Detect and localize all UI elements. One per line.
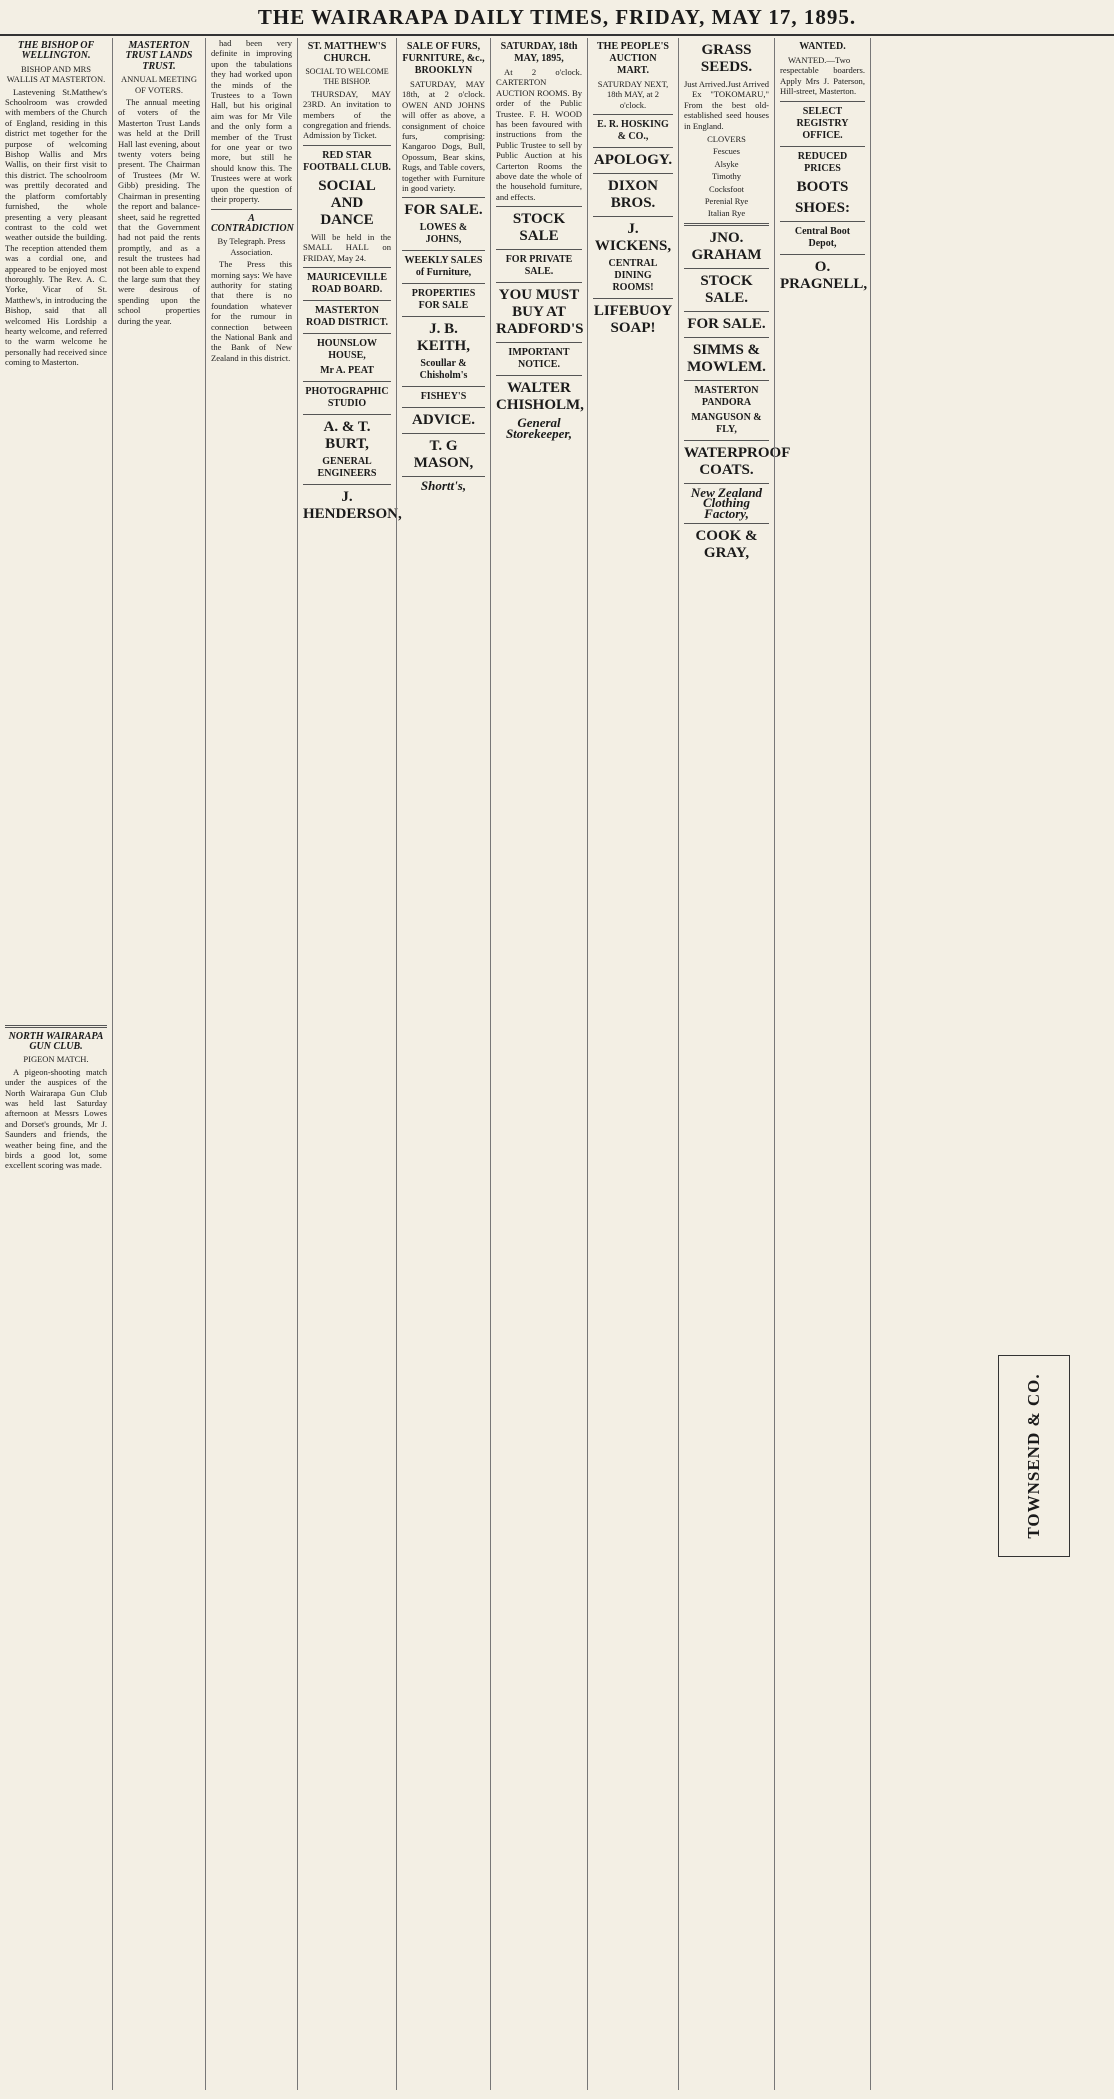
ad-heading: SHOES: xyxy=(794,199,851,216)
ad-heading: ST. MATTHEW'S CHURCH. xyxy=(307,41,387,64)
divider xyxy=(684,440,769,441)
divider xyxy=(303,267,391,268)
article-heading: NORTH WAIRARAPA GUN CLUB. xyxy=(8,1030,104,1052)
ad-heading: Central Boot Depot, xyxy=(794,225,851,249)
divider xyxy=(303,484,391,485)
side-banner-text: TOWNSEND & CO. xyxy=(1024,1373,1043,1539)
article-subheading: ANNUAL MEETING OF VOTERS. xyxy=(121,74,197,95)
ad-heading: MANGUSON & FLY, xyxy=(691,411,762,435)
ad-heading: GENERAL ENGINEERS xyxy=(317,456,377,480)
ad-heading: J. B. KEITH, xyxy=(417,321,470,355)
article-subheading: PIGEON MATCH. xyxy=(23,1054,89,1065)
ad-heading: APOLOGY. xyxy=(593,152,673,169)
divider xyxy=(780,221,865,222)
seed-item: Fescues xyxy=(713,146,740,157)
divider xyxy=(5,1025,107,1028)
column-10 xyxy=(870,38,1114,2090)
ad-heading: WATERPROOF COATS. xyxy=(684,444,791,478)
ad-heading: A. & T. BURT, xyxy=(323,419,371,453)
divider xyxy=(593,147,673,148)
ad-heading: STOCK SALE. xyxy=(700,272,753,306)
ad-heading: PHOTOGRAPHIC STUDIO xyxy=(305,386,389,410)
article-body: The Press this morning says: We have authority for stating that there is no foundation whatever for the rumour in connection between the National Bank and the Bank of New Zealand in this district. xyxy=(211,259,292,363)
ad-heading: SALE OF FURS, FURNITURE, &c., BROOKLYN xyxy=(402,41,485,76)
seed-item: Cocksfoot xyxy=(709,183,744,194)
ad-heading: PROPERTIES FOR SALE xyxy=(411,288,476,312)
ad-heading: FOR PRIVATE SALE. xyxy=(505,254,573,278)
article-body: A pigeon-shooting match under the auspices of the North Wairarapa Gun Club was held last Saturday afternoon at Messrs Lowes and Dorset's grounds, Mr J. Saunders and friends, the weather being fine, and the birds a good lot, some excellent scoring was made. xyxy=(5,1066,107,1171)
ad-heading: MASTERTON PANDORA xyxy=(694,384,759,408)
divider xyxy=(684,483,769,484)
ad-heading: GRASS SEEDS. xyxy=(700,42,753,75)
ad-heading: Mr A. PEAT xyxy=(320,365,374,377)
ad-heading: DIXON BROS. xyxy=(607,178,658,212)
article-heading: A CONTRADICTION xyxy=(211,212,294,234)
ad-body: WANTED.—Two respectable boarders. Apply Mrs J. Paterson, Hill-street, Masterton. xyxy=(780,55,865,97)
ad-heading: SELECT REGISTRY OFFICE. xyxy=(796,105,849,141)
ad-heading: New Zealand Clothing Factory, xyxy=(690,484,763,521)
ad-heading: WANTED. xyxy=(799,41,846,52)
divider xyxy=(402,197,485,198)
ad-heading: MAURICEVILLE ROAD BOARD. xyxy=(306,272,387,296)
seed-item: Timothy xyxy=(712,171,741,182)
ad-body: THURSDAY, MAY 23RD. An invitation to members of the congregation and friends. Admission by Ticket. xyxy=(303,88,391,141)
ad-body: Will be held in the SMALL HALL on FRIDAY, May 24. xyxy=(303,231,391,263)
divider xyxy=(684,311,769,312)
divider xyxy=(402,476,485,477)
divider xyxy=(402,316,485,317)
article-body: had been very definite in improving upon the tabulations they had worked upon the minds of the Trustees to a Town Hall, but his original aim was for Mr Vile and the only form a member of the Trust for one year or two more, but still he should know this. The Trustees were at work upon the question of their property. xyxy=(211,38,292,205)
column-2 xyxy=(112,38,205,2090)
ad-heading: THE PEOPLE'S AUCTION MART. xyxy=(597,41,669,76)
divider xyxy=(402,283,485,284)
ad-heading: JNO. GRAHAM xyxy=(691,229,762,263)
column-5 xyxy=(396,38,490,2090)
side-banner xyxy=(998,1355,1070,1557)
ad-line-left: Just Arrived. xyxy=(684,79,728,89)
ad-heading: CENTRAL DINING ROOMS! xyxy=(608,258,658,294)
ad-heading: General Storekeeper, xyxy=(505,415,573,441)
divider xyxy=(402,250,485,251)
ad-heading: E. R. HOSKING & CO., xyxy=(597,119,669,143)
article-body-continued xyxy=(5,371,107,1021)
ad-heading: REDUCED PRICES xyxy=(797,150,848,174)
ad-heading: COOK & GRAY, xyxy=(695,528,758,562)
ad-heading: RED STAR FOOTBALL CLUB. xyxy=(303,149,391,173)
divider xyxy=(684,380,769,381)
ad-heading: SATURDAY, 18th MAY, 1895, xyxy=(500,41,578,64)
column-8 xyxy=(678,38,791,2090)
ad-subheading: SATURDAY NEXT, 18th MAY, at 2 o'clock. xyxy=(597,79,669,110)
ad-heading: FOR SALE. xyxy=(404,202,483,219)
divider xyxy=(684,223,769,226)
article-heading: MASTERTON TRUST LANDS TRUST. xyxy=(125,40,193,72)
ad-body: At 2 o'clock. CARTERTON AUCTION ROOMS. By order of the Public Trustee. F. H. WOOD has been favoured with instructions from the Public Trustee to sell by Public Auction at his Carterton Rooms the above date the whole of the household furniture, and effects. xyxy=(496,67,582,202)
ad-line-right: Just Arrived xyxy=(727,79,769,89)
divider xyxy=(303,300,391,301)
divider xyxy=(780,254,865,255)
seed-list xyxy=(684,134,769,219)
ad-heading: Shortt's, xyxy=(420,478,467,494)
article-subheading: By Telegraph. Press Association. xyxy=(217,236,286,257)
ad-heading: LOWES & JOHNS, xyxy=(419,222,468,246)
ad-heading: STOCK SALE xyxy=(512,211,566,245)
ad-body: SATURDAY, MAY 18th, at 2 o'clock. OWEN AND JOHNS will offer as above, a consignment of choice furs, comprising: Kangaroo Dogs, Bull, Opossum, Bear skins, Rugs, and Table covers, together with Furniture in good variety. xyxy=(402,79,485,194)
ad-body: Ex "TOKOMARU," From the best old-established seed houses in England. xyxy=(684,89,769,131)
ad-heading: YOU MUST BUY AT RADFORD'S xyxy=(496,287,584,338)
ad-heading: LIFEBUOY SOAP! xyxy=(593,303,673,337)
ad-heading: SIMMS & MOWLEM. xyxy=(687,341,766,375)
column-7 xyxy=(587,38,678,2090)
divider xyxy=(303,381,391,382)
article-subheading: BISHOP AND MRS WALLIS AT MASTERTON. xyxy=(6,63,106,85)
divider xyxy=(402,386,485,387)
divider xyxy=(593,298,673,299)
divider xyxy=(593,173,673,174)
divider xyxy=(303,414,391,415)
column-6 xyxy=(490,38,587,2090)
ad-heading: FISHEY'S xyxy=(420,391,467,403)
ad-subheading: SOCIAL TO WELCOME THE BISHOP. xyxy=(305,67,389,87)
divider xyxy=(303,333,391,334)
divider xyxy=(211,209,292,210)
ad-heading: IMPORTANT NOTICE. xyxy=(508,347,570,371)
article-body: Lastevening St.Matthew's Schoolroom was crowded with members of the Church of England, residing in this district met together for the purpose of welcoming Bishop Wallis and Mrs Wallis, on their first visit to this district. The schoolroom was prettily decorated and the platform comfortably furnished, the whole presenting a very pleasant contrast to the cold wet weather outside the building. The reception attended them was a cordial one, and appeared to be enjoyed most thoroughly. The Rev. A. C. Yorke, Vicar of St. Matthew's, in introducing the Bishop, said that all welcomed His Lordship a hearty welcome, and referred to the warm welcome he personally had received since coming to Masterton. xyxy=(5,86,107,368)
divider xyxy=(496,282,582,283)
ad-heading: T. G MASON, xyxy=(413,438,474,472)
divider xyxy=(402,433,485,434)
column-1 xyxy=(0,38,112,2090)
seed-item: CLOVERS xyxy=(707,134,746,145)
ad-heading: J. HENDERSON, xyxy=(303,489,402,523)
divider xyxy=(496,342,582,343)
divider xyxy=(780,146,865,147)
ad-heading: FOR SALE. xyxy=(687,315,766,332)
article-heading: THE BISHOP OF WELLINGTON. xyxy=(17,40,95,62)
ad-heading: HOUNSLOW HOUSE, xyxy=(316,338,377,362)
divider xyxy=(496,375,582,376)
divider xyxy=(402,407,485,408)
ad-heading: Scoullar & Chisholm's xyxy=(419,358,468,382)
ad-line xyxy=(684,79,769,89)
column-4 xyxy=(297,38,402,2090)
divider xyxy=(303,145,391,146)
article-body: The annual meeting of voters of the Masterton Trust Lands was held at the Drill Hall last evening, about twenty voters being present. The Chairman of Trustees (Mr W. Gibb) presiding. The Chairman in presenting the report and balance-sheet, said he regretted that the Government had not paid the rents promptly, and as a result the trustees had not been able to expend the large sum that they were desirous of spending upon the school properties during the year. xyxy=(118,97,200,326)
ad-heading: ADVICE. xyxy=(412,412,475,429)
ad-heading: O. PRAGNELL, xyxy=(780,258,868,292)
ad-heading: BOOTS xyxy=(796,178,849,195)
seed-item: Perenial Rye xyxy=(704,196,749,207)
column-3 xyxy=(205,38,297,2090)
ad-heading: WEEKLY SALES of Furniture, xyxy=(404,255,483,279)
ad-heading: J. WICKENS, xyxy=(594,221,672,255)
column-9 xyxy=(774,38,870,2090)
divider xyxy=(684,337,769,338)
divider xyxy=(780,101,865,102)
ad-heading: WALTER CHISHOLM, xyxy=(496,380,584,414)
divider xyxy=(593,114,673,115)
divider xyxy=(496,249,582,250)
ad-heading: MASTERTON ROAD DISTRICT. xyxy=(305,305,389,329)
divider xyxy=(593,216,673,217)
divider xyxy=(684,268,769,269)
seed-item: Alsyke xyxy=(714,158,739,169)
divider xyxy=(496,206,582,207)
ad-heading: SOCIAL AND DANCE xyxy=(318,177,376,228)
divider xyxy=(684,523,769,524)
page-masthead: THE WAIRARAPA DAILY TIMES, FRIDAY, MAY 17, 1895. xyxy=(0,0,1114,36)
seed-item: Italian Rye xyxy=(707,208,746,219)
